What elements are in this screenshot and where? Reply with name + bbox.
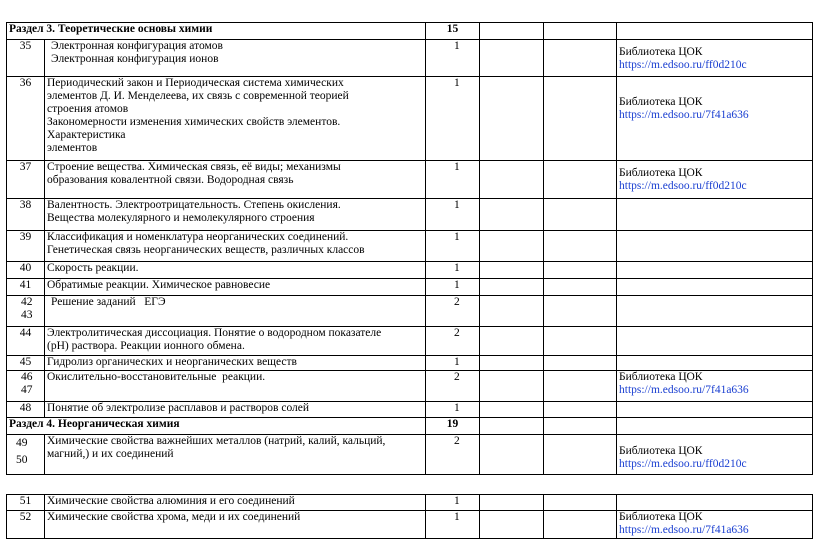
lesson-topic: Периодический закон и Периодическая система химических элементов Д. И. Менделеева, их связь с современной теорией строения атомов Закономерности изменения химических свойств элементов. Характеристика элементов: [45, 77, 426, 161]
lesson-number: 48: [7, 402, 45, 418]
lesson-number: 36: [7, 77, 45, 161]
lesson-topic: Гидролиз органических и неорганических веществ: [45, 356, 426, 371]
lesson-hours: 1: [426, 511, 480, 539]
section-title: Раздел 4. Неорганическая химия: [7, 418, 426, 435]
lesson-topic: Строение вещества. Химическая связь, её виды; механизмы образования ковалентной связи. Водородная связь: [45, 161, 426, 199]
lesson-number: 37: [7, 161, 45, 199]
lesson-topic: Химические свойства важнейших металлов (натрий, калий, кальций, магний,) и их соединений: [45, 435, 426, 475]
resource-cell: [617, 435, 813, 475]
lesson-topic: Химические свойства алюминия и его соединений: [45, 495, 426, 511]
table-row: [7, 356, 813, 371]
lesson-number: 49 50: [7, 435, 45, 475]
lesson-hours: 2: [426, 327, 480, 356]
lesson-hours: 2: [426, 435, 480, 475]
library-link[interactable]: https://m.edsoo.ru/7f41a636: [619, 384, 749, 396]
lesson-topic: Окислительно-восстановительные реакции.: [45, 371, 426, 402]
table-row: [7, 77, 813, 161]
section-hours: 19: [426, 418, 480, 435]
lesson-hours: 1: [426, 495, 480, 511]
lesson-hours: 1: [426, 356, 480, 371]
lesson-topic: Электронная конфигурация атомов Электронная конфигурация ионов: [45, 40, 426, 77]
lesson-number: 42 43: [7, 296, 45, 327]
lesson-hours: 1: [426, 402, 480, 418]
library-link[interactable]: https://m.edsoo.ru/ff0d210c: [619, 458, 747, 470]
lesson-topic: Химические свойства хрома, меди и их соединений: [45, 511, 426, 539]
table-row: [7, 495, 813, 511]
resource-cell: [617, 511, 813, 539]
library-link[interactable]: https://m.edsoo.ru/7f41a636: [619, 524, 749, 536]
library-name: Библиотека ЦОК: [619, 167, 703, 179]
lesson-hours: 2: [426, 371, 480, 402]
section-title: Раздел 3. Теоретические основы химии: [7, 23, 426, 40]
lesson-hours: 1: [426, 77, 480, 161]
lesson-topic: Понятие об электролизе расплавов и растворов солей: [45, 402, 426, 418]
table-row: [7, 199, 813, 231]
lesson-topic: Валентность. Электроотрицательность. Степень окисления. Вещества молекулярного и немолекулярного строения: [45, 199, 426, 231]
lesson-number: 39: [7, 231, 45, 262]
table-row: [7, 511, 813, 539]
library-name: Библиотека ЦОК: [619, 445, 703, 457]
library-link[interactable]: https://m.edsoo.ru/ff0d210c: [619, 59, 747, 71]
lesson-hours: 1: [426, 262, 480, 279]
lesson-number: 52: [7, 511, 45, 539]
library-name: Библиотека ЦОК: [619, 96, 703, 108]
lesson-number: 45: [7, 356, 45, 371]
lesson-number: 41: [7, 279, 45, 296]
section-row: [7, 23, 813, 40]
lesson-topic: Электролитическая диссоциация. Понятие о водородном показателе (pH) раствора. Реакции ионного обмена.: [45, 327, 426, 356]
table-row: [7, 371, 813, 402]
lesson-hours: 1: [426, 231, 480, 262]
lesson-hours: 1: [426, 161, 480, 199]
table-row: [7, 279, 813, 296]
section-hours: 15: [426, 23, 480, 40]
table-row: [7, 296, 813, 327]
table-row: [7, 161, 813, 199]
lesson-topic: Скорость реакции.: [45, 262, 426, 279]
lesson-number: 51: [7, 495, 45, 511]
curriculum-table-continued: [6, 494, 813, 539]
table-row: [7, 435, 813, 475]
curriculum-table: [6, 22, 813, 475]
library-name: Библиотека ЦОК: [619, 46, 703, 58]
lesson-hours: 1: [426, 199, 480, 231]
table-row: [7, 40, 813, 77]
table-row: [7, 262, 813, 279]
lesson-topic: Классификация и номенклатура неорганических соединений. Генетическая связь неорганических веществ, различных классов: [45, 231, 426, 262]
resource-cell: [617, 161, 813, 199]
library-link[interactable]: https://m.edsoo.ru/ff0d210c: [619, 180, 747, 192]
section-row: [7, 418, 813, 435]
lesson-hours: 2: [426, 296, 480, 327]
table-row: [7, 231, 813, 262]
resource-cell: [617, 371, 813, 402]
library-name: Библиотека ЦОК: [619, 371, 703, 383]
resource-cell: [617, 40, 813, 77]
lesson-topic: Решение заданий ЕГЭ: [45, 296, 426, 327]
lesson-hours: 1: [426, 279, 480, 296]
lesson-number: 44: [7, 327, 45, 356]
lesson-number: 40: [7, 262, 45, 279]
lesson-number: 35: [7, 40, 45, 77]
table-row: [7, 327, 813, 356]
lesson-topic: Обратимые реакции. Химическое равновесие: [45, 279, 426, 296]
table-row: [7, 402, 813, 418]
lesson-number: 38: [7, 199, 45, 231]
lesson-hours: 1: [426, 40, 480, 77]
library-link[interactable]: https://m.edsoo.ru/7f41a636: [619, 109, 749, 121]
library-name: Библиотека ЦОК: [619, 511, 703, 523]
resource-cell: [617, 77, 813, 161]
lesson-number: 46 47: [7, 371, 45, 402]
